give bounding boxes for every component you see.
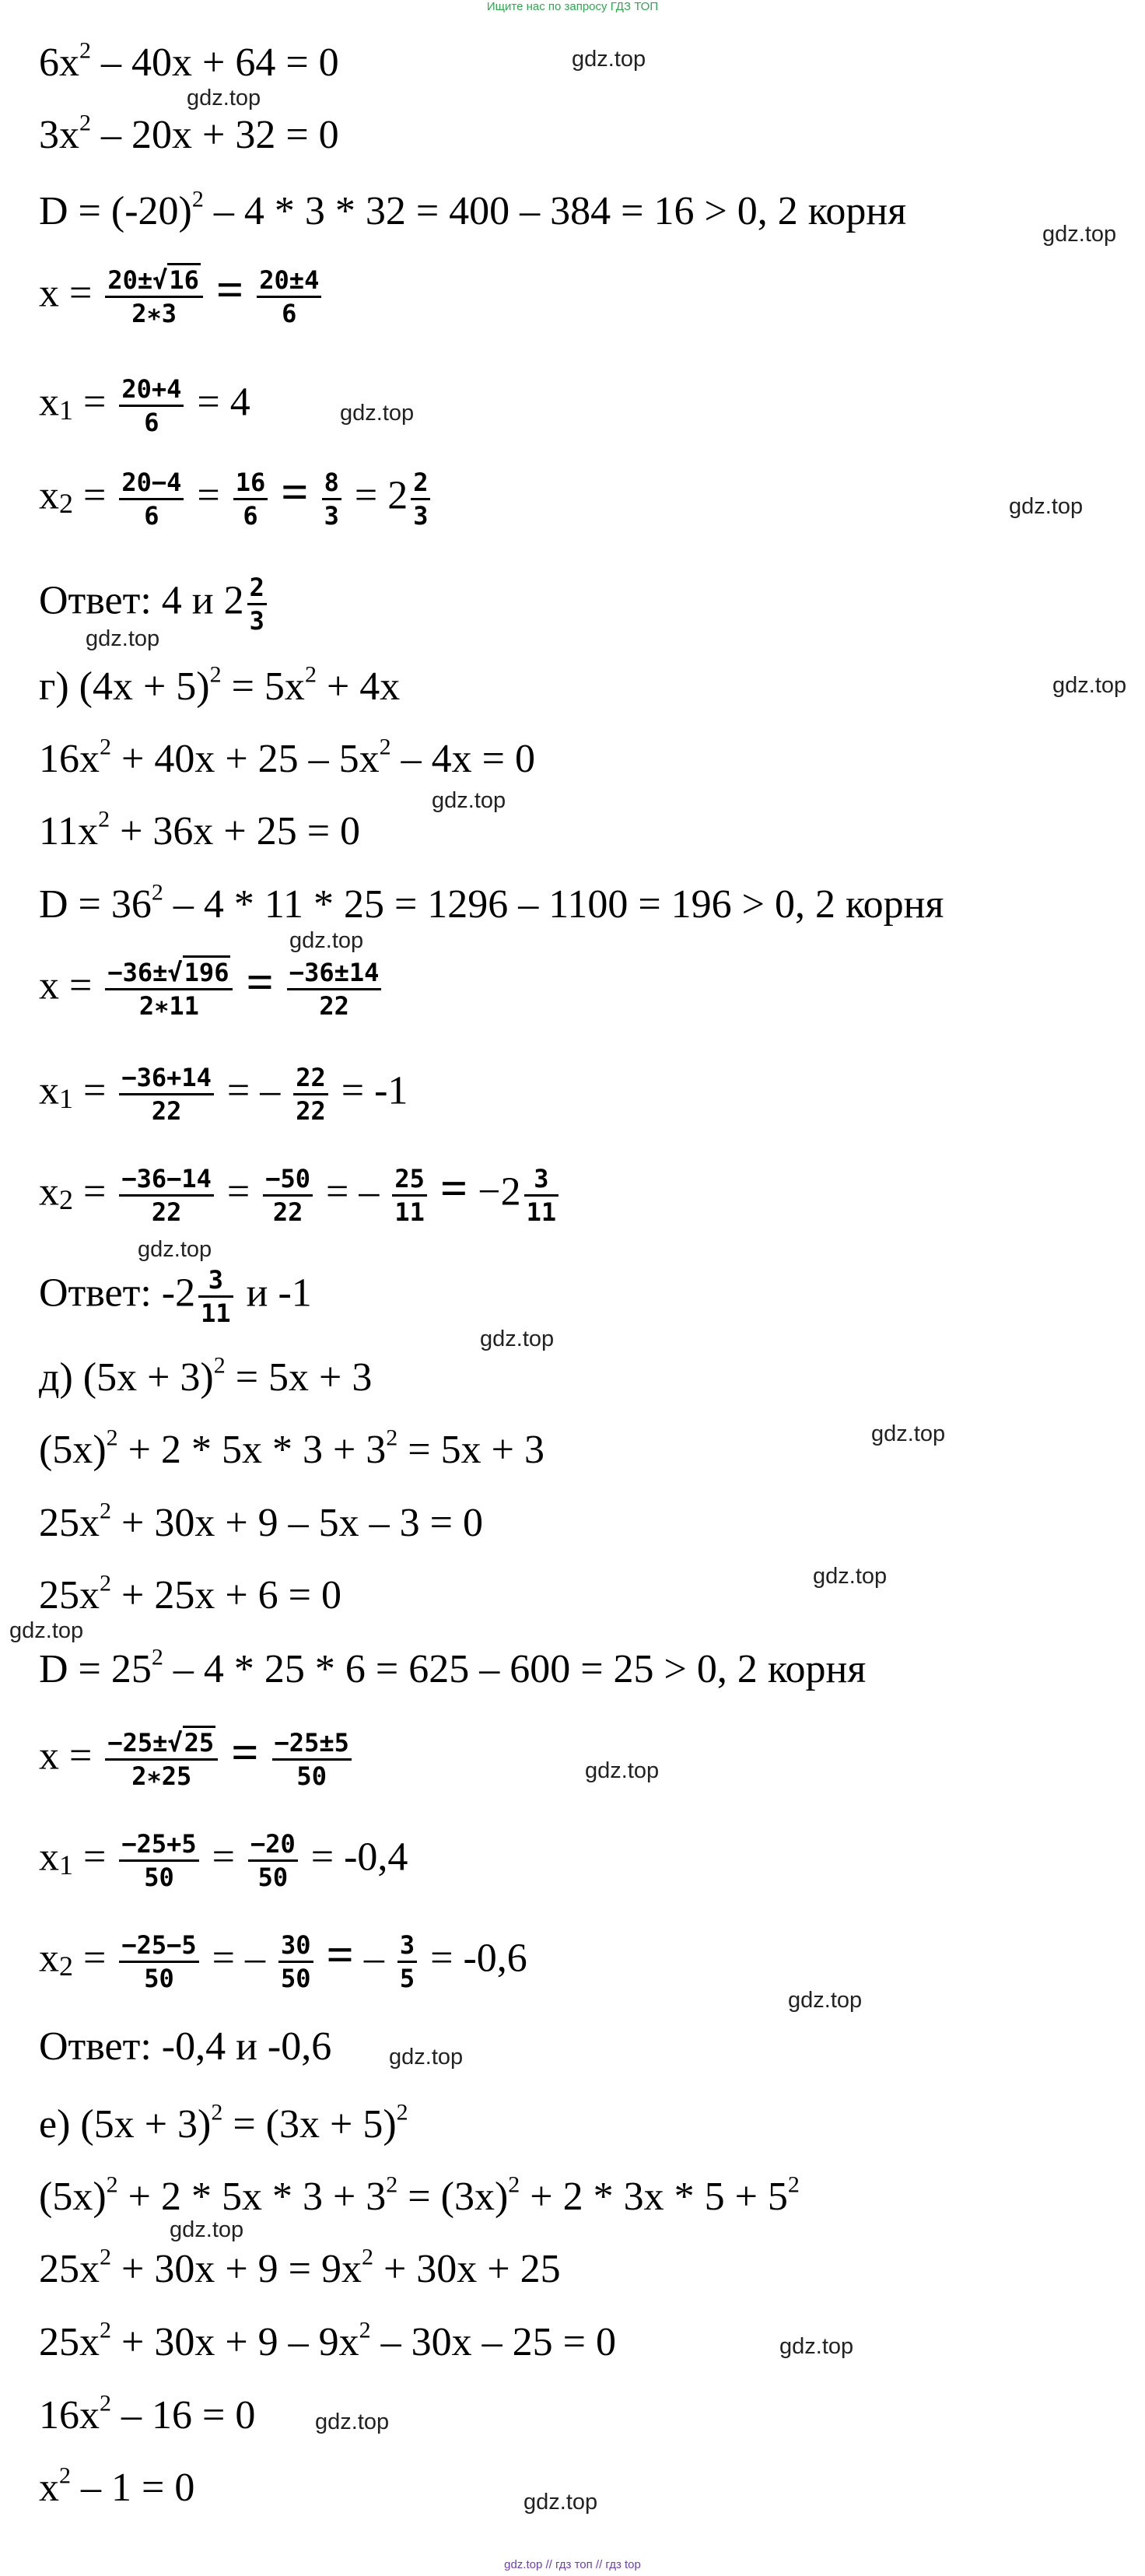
fraction: $\frac{22}{22}$ xyxy=(293,1062,328,1127)
discriminant-line: $D = (-20)^2 - 4 * 3 * 32 = 400 - 384 = 16 > 0$, 2 корня xyxy=(39,186,907,233)
fraction: $\frac{-25\pm 5}{50}$ xyxy=(272,1727,352,1792)
equation-line: $16x^2 - 16 = 0$ xyxy=(39,2390,256,2438)
fraction: $\frac{3}{5}$ xyxy=(397,1929,417,1994)
fraction: $\frac{16}{6}$ xyxy=(233,467,268,531)
watermark: gdz.top xyxy=(289,928,364,953)
problem-heading: е) $(5x + 3)^2 = (3x + 5)^2$ xyxy=(39,2099,408,2147)
equation-line: $6x^2 - 40x + 64 = 0$ xyxy=(39,37,339,85)
equation-line: $25x^2 + 25x + 6 = 0$ xyxy=(39,1570,341,1617)
watermark: gdz.top xyxy=(480,1327,555,1351)
footer-note: gdz.top // гдз топ // гдз top xyxy=(504,2558,641,2571)
watermark: gdz.top xyxy=(138,1237,212,1262)
watermark: gdz.top xyxy=(187,86,261,110)
fraction: $\frac{20-4}{6}$ xyxy=(119,467,184,531)
equation-line: $(5x)^2 + 2 * 5x * 3 + 3^2 = 5x + 3$ xyxy=(39,1425,544,1472)
fraction: $\frac{-36-14}{22}$ xyxy=(119,1163,214,1228)
roots-formula-line: x = $\frac{-36\pm√196}{2∗11}$ = $\frac{-36\pm 14}{22}$ xyxy=(39,957,384,1022)
root-x1-line: x1 = $\frac{20+4}{6}$ = 4 xyxy=(39,374,250,437)
watermark: gdz.top xyxy=(871,1421,946,1446)
discriminant-line: $D = 36^2 - 4 * 11 * 25 = 1296 - 1100 = 196 > 0$, 2 корня xyxy=(39,879,944,927)
equation-line: $3x^2 - 20x + 32 = 0$ xyxy=(39,110,339,157)
equation-line: $25x^2 + 30x + 9 - 5x - 3 = 0$ xyxy=(39,1498,483,1545)
watermark: gdz.top xyxy=(315,2410,390,2434)
equation-line: $11x^2 + 36x + 25 = 0$ xyxy=(39,806,361,853)
watermark: gdz.top xyxy=(788,1988,863,2013)
fraction: $\frac{8}{3}$ xyxy=(322,467,341,531)
watermark: gdz.top xyxy=(585,1758,660,1783)
answer-line: Ответ: -0,4 и -0,6 xyxy=(39,2024,332,2069)
root-x1-line: x1 = $\frac{-36+14}{22}$ = – $\frac{22}{22}$ = -1 xyxy=(39,1063,408,1126)
equation-line: $25x^2 + 30x + 9 - 9x^2 - 30x - 25 = 0$ xyxy=(39,2317,616,2364)
fraction: $\frac{3}{11}$ xyxy=(198,1264,233,1329)
fraction: $\frac{3}{11}$ xyxy=(524,1163,559,1228)
roots-formula-line: x = $\frac{-25\pm√25}{2∗25}$ = $\frac{-25\pm 5}{50}$ xyxy=(39,1727,355,1792)
fraction: $\frac{20+4}{6}$ xyxy=(119,373,184,438)
watermark: gdz.top xyxy=(779,2334,854,2359)
fraction: $\frac{2}{3}$ xyxy=(247,572,267,636)
watermark: gdz.top xyxy=(340,401,415,426)
fraction: $\frac{-36+14}{22}$ xyxy=(119,1062,214,1127)
watermark: gdz.top xyxy=(432,788,506,813)
fraction: $\frac{2}{3}$ xyxy=(411,467,430,531)
fraction: $\frac{-36\pm√196}{2∗11}$ xyxy=(105,957,233,1022)
answer-line: Ответ: -2 $\frac{3}{11}$ и -1 xyxy=(39,1265,312,1328)
equation-line: $(5x)^2 + 2 * 5x * 3 + 3^2 = (3x)^2 + 2 * 3x * 5 + 5^2$ xyxy=(39,2171,800,2219)
fraction: $\frac{25}{11}$ xyxy=(392,1163,427,1228)
root-x2-line: x2 = $\frac{-25-5}{50}$ = – $\frac{30}{50}$ = – $\frac{3}{5}$ = -0,6 xyxy=(39,1929,527,1993)
watermark: gdz.top xyxy=(813,1564,888,1589)
watermark: gdz.top xyxy=(389,2045,464,2070)
fraction: $\frac{-25+5}{50}$ xyxy=(119,1828,198,1893)
watermark: gdz.top xyxy=(1042,222,1117,247)
equation-line: $25x^2 + 30x + 9 = 9x^2 + 30x + 25$ xyxy=(39,2244,561,2291)
root-x1-line: x1 = $\frac{-25+5}{50}$ = $\frac{-20}{50}$ = -0,4 xyxy=(39,1829,408,1892)
equation-line: $x^2 - 1 = 0$ xyxy=(39,2462,195,2510)
root-x2-line: x2 = $\frac{20-4}{6}$ = $\frac{16}{6}$ = $\frac{8}{3}$ = 2 $\frac{2}{3}$ xyxy=(39,467,433,531)
watermark: gdz.top xyxy=(1009,494,1084,519)
watermark: gdz.top xyxy=(170,2217,244,2242)
fraction: $\frac{20\pm√16}{2∗3}$ xyxy=(105,265,203,329)
discriminant-line: $D = 25^2 - 4 * 25 * 6 = 625 - 600 = 25 > 0$, 2 корня xyxy=(39,1644,867,1691)
problem-heading: д) $(5x + 3)^2 = 5x + 3$ xyxy=(39,1352,373,1400)
fraction: $\frac{-50}{22}$ xyxy=(263,1163,313,1228)
equation-line: $16x^2 + 40x + 25 - 5x^2 - 4x = 0$ xyxy=(39,734,535,781)
fraction: $\frac{-25\pm√25}{2∗25}$ xyxy=(105,1727,218,1792)
problem-heading: г) $(4x + 5)^2 = 5x^2 + 4x$ xyxy=(39,661,401,709)
watermark: gdz.top xyxy=(86,626,160,651)
fraction: $\frac{20\pm 4}{6}$ xyxy=(257,265,321,329)
watermark: gdz.top xyxy=(523,2490,598,2515)
fraction: $\frac{-25-5}{50}$ xyxy=(119,1929,198,1994)
watermark: gdz.top xyxy=(9,1618,84,1643)
fraction: $\frac{-20}{50}$ xyxy=(248,1828,298,1893)
fraction: $\frac{30}{50}$ xyxy=(278,1929,313,1994)
search-hint: Ищите нас по запросу ГДЗ ТОП xyxy=(486,0,659,13)
watermark: gdz.top xyxy=(572,47,646,72)
watermark: gdz.top xyxy=(1052,673,1127,698)
answer-line: Ответ: 4 и 2 $\frac{2}{3}$ xyxy=(39,572,270,636)
fraction: $\frac{-36\pm 14}{22}$ xyxy=(287,957,382,1022)
root-x2-line: x2 = $\frac{-36-14}{22}$ = $\frac{-50}{22}$ = – $\frac{25}{11}$ = −2 $\frac{3}{11}$ xyxy=(39,1163,562,1228)
roots-formula-line: x = $\frac{20\pm√16}{2∗3}$ = $\frac{20\pm 4}{6}$ xyxy=(39,265,324,329)
